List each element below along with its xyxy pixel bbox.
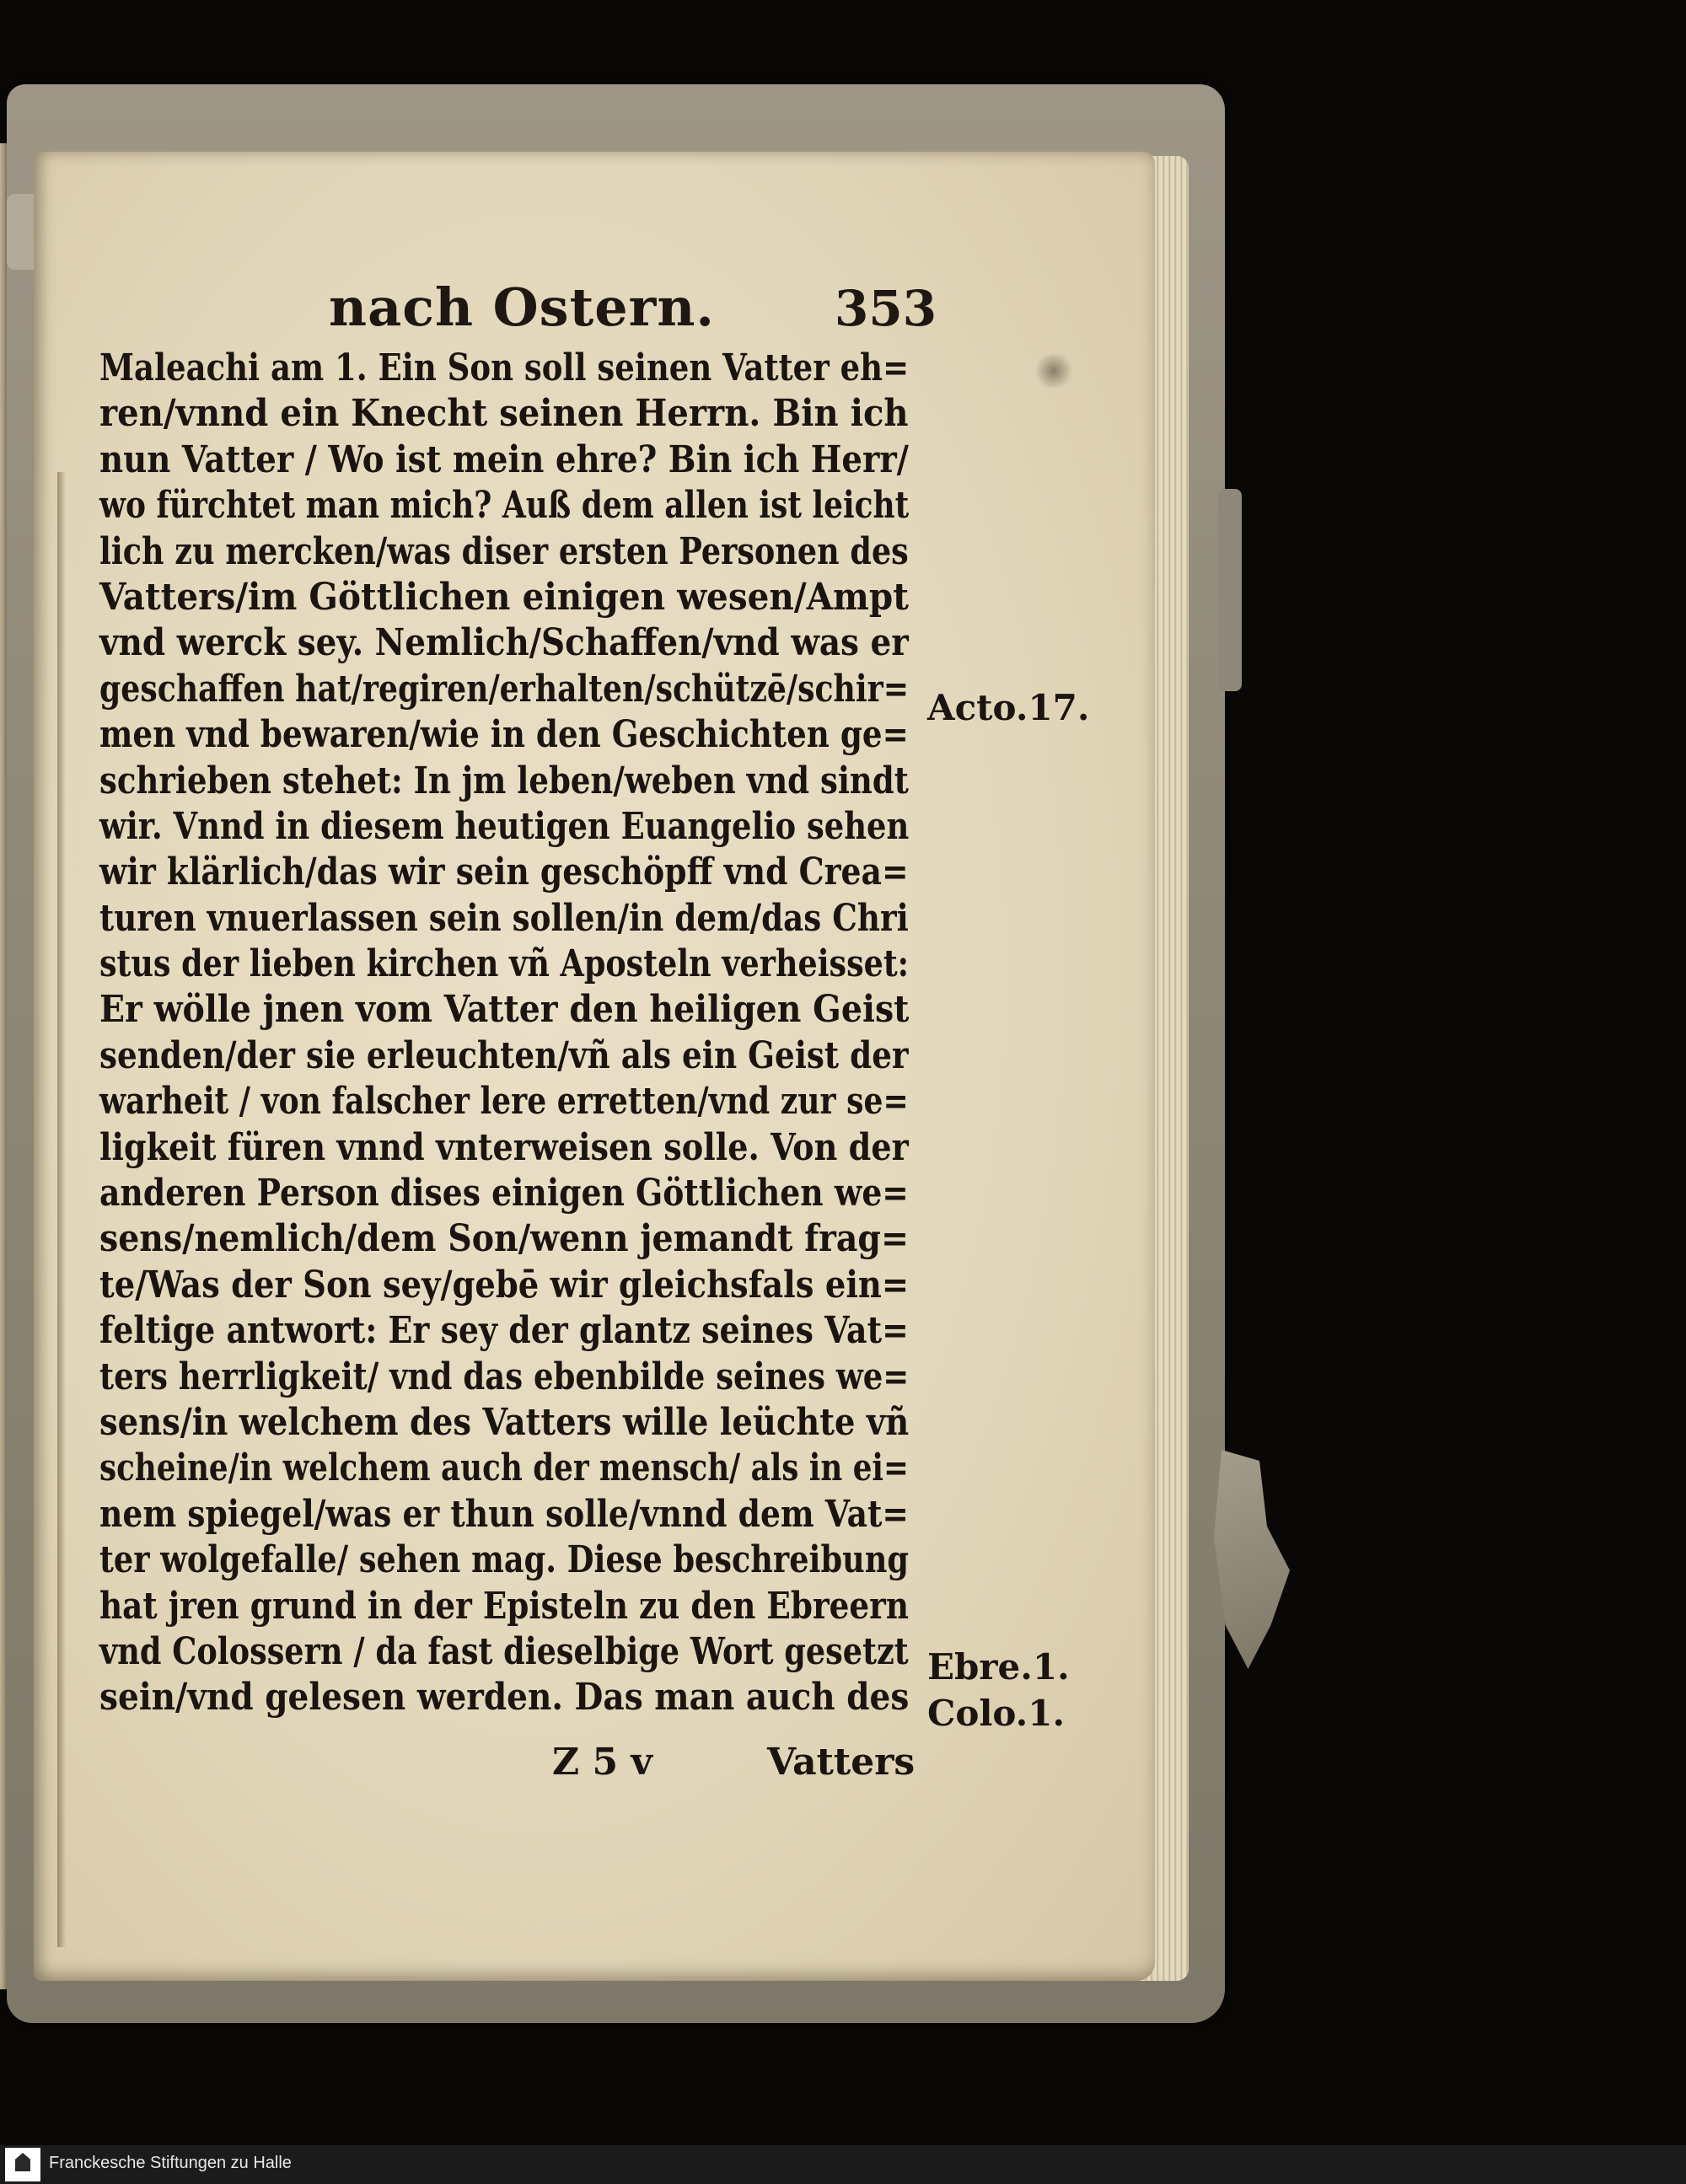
text-line: scheine/in welchem auch der mensch/ als in ei= <box>99 1446 909 1490</box>
catchword-line <box>0 1741 1686 1791</box>
text-line: vnd werck sey. Nemlich/Schaffen/vnd was er <box>99 621 909 665</box>
ink-smudge <box>1033 354 1075 388</box>
text-line: senden/der sie erleuchten/vñ als ein Geist der <box>99 1033 909 1077</box>
text-line: anderen Person dises einigen Göttlichen we= <box>99 1172 909 1215</box>
text-line: warheit / von falscher lere erretten/vnd zur se= <box>99 1080 909 1124</box>
text-line: Er wölle jnen vom Vatter den heiligen Geist <box>99 988 910 1032</box>
text-line: Vatters/im Göttlichen einigen wesen/Ampt <box>99 575 909 619</box>
text-line: ter wolgefalle/ sehen mag. Diese beschreibung <box>99 1538 909 1582</box>
marginal-note-ebre: Ebre.1. <box>927 1646 1070 1688</box>
text-line: nem spiegel/was er thun solle/vnnd dem Vat= <box>99 1492 909 1536</box>
binding-tear <box>1218 489 1242 691</box>
text-line: schrieben stehet: In jm leben/weben vnd sindt <box>99 759 909 802</box>
text-line: sein/vnd gelesen werden. Das man auch des <box>99 1676 910 1720</box>
running-title: nach Ostern. <box>329 276 715 338</box>
text-line: wo fürchtet man mich? Auß dem allen ist leicht <box>99 484 910 528</box>
text-line: stus der lieben kirchen vñ Aposteln verheisset: <box>99 942 910 986</box>
text-line: hat jren grund in der Episteln zu den Ebreern <box>99 1584 909 1628</box>
gutter-shadow <box>57 472 66 1947</box>
signature-mark: Z 5 v <box>552 1741 652 1784</box>
text-line: Maleachi am 1. Ein Son soll seinen Vatter eh= <box>99 346 910 389</box>
running-head <box>0 276 1686 352</box>
text-line: sens/nemlich/dem Son/wenn jemandt frag= <box>99 1217 910 1261</box>
text-line: ren/vnnd ein Knecht seinen Herrn. Bin ich <box>99 392 909 436</box>
text-line: men vnd bewaren/wie in den Geschichten ge= <box>99 713 909 757</box>
text-line: wir. Vnnd in diesem heutigen Euangelio sehen <box>99 804 910 848</box>
text-line: lich zu mercken/was diser ersten Personen des <box>99 529 909 573</box>
text-line: sens/in welchem des Vatters wille leüchte vñ <box>99 1400 910 1444</box>
catchword: Vatters <box>767 1741 915 1784</box>
binding-tear <box>1214 1450 1290 1669</box>
marginal-note-colo: Colo.1. <box>927 1693 1066 1734</box>
text-line: ligkeit füren vnnd vnterweisen solle. Von der <box>99 1125 909 1169</box>
institution-name: Franckesche Stiftungen zu Halle <box>49 2154 292 2172</box>
institution-logo-icon <box>5 2148 40 2181</box>
text-line: geschaffen hat/regiren/erhalten/schützē/schir= <box>99 667 910 711</box>
text-line: ters herrligkeit/ vnd das ebenbilde seines we= <box>99 1355 910 1398</box>
text-line: wir klärlich/das wir sein geschöpff vnd Crea= <box>99 851 909 894</box>
marginal-note-acto: Acto.17. <box>927 687 1090 728</box>
text-line: vnd Colossern / da fast dieselbige Wort gesetzt <box>99 1629 909 1673</box>
page-number: 353 <box>835 280 937 337</box>
text-line: nun Vatter / Wo ist mein ehre? Bin ich Herr/ <box>99 437 909 481</box>
text-line: te/Was der Son sey/gebē wir gleichsfals ein= <box>99 1263 910 1307</box>
text-line: turen vnuerlassen sein sollen/in dem/das Chri <box>99 896 909 940</box>
footer-bar <box>0 2145 1686 2184</box>
body-text <box>99 346 917 1721</box>
text-line: feltige antwort: Er sey der glantz seines Vat= <box>99 1309 909 1353</box>
